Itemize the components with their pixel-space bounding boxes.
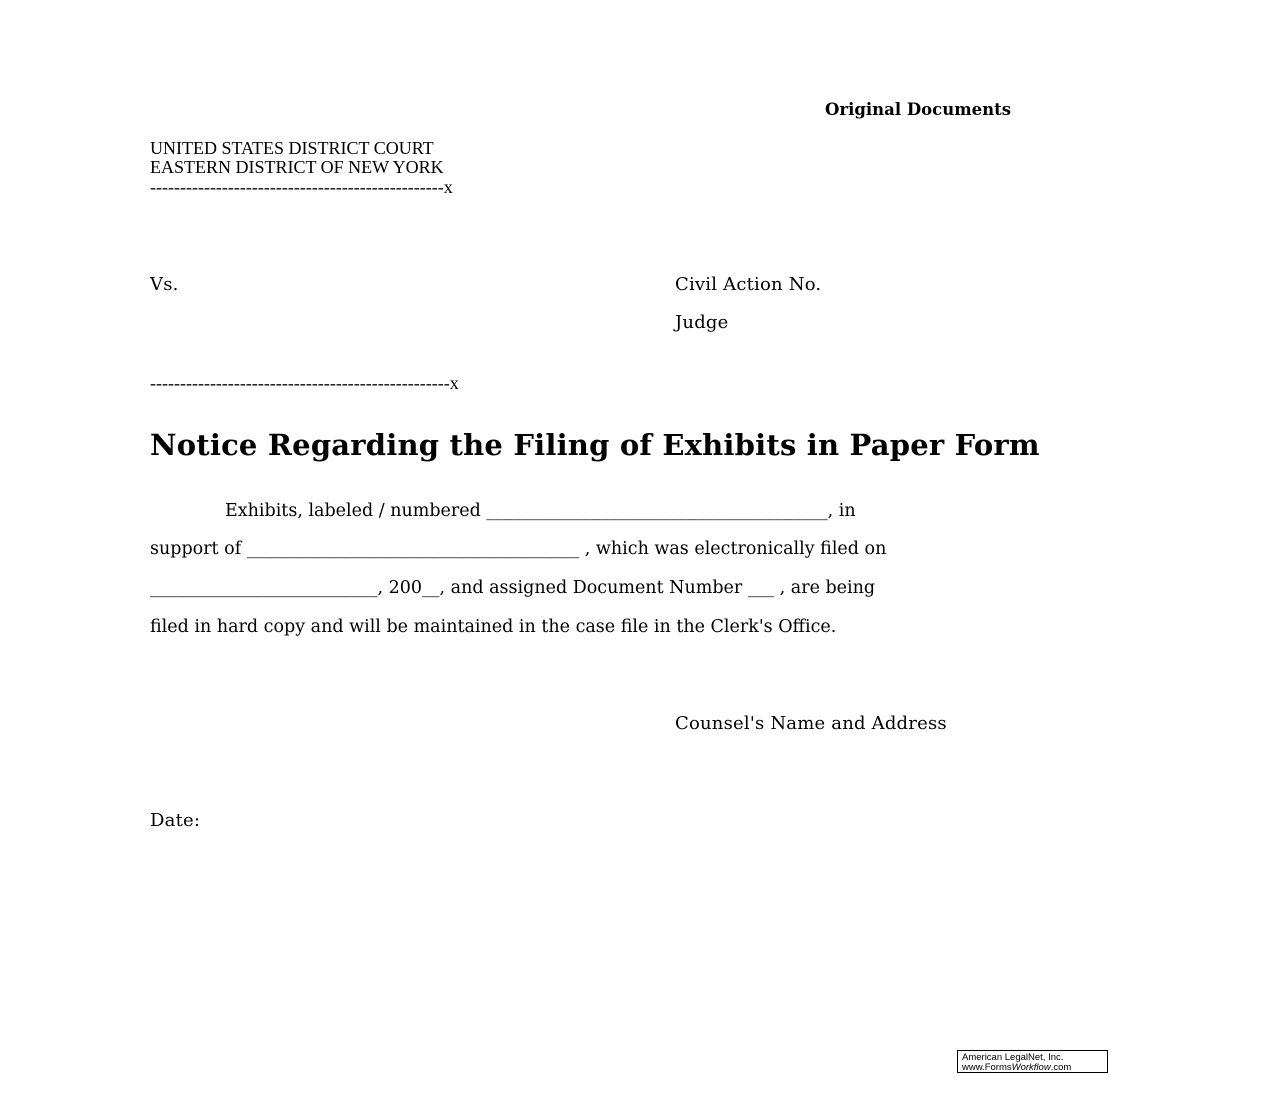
body-line-3: __________________________, 200__, and assigned Document Number ___ , are being [150,578,876,598]
publisher-website [962,1063,1107,1073]
caption-rule-top: -------------------------------------------------x [150,177,453,197]
court-district: EASTERN DISTRICT OF NEW YORK [150,157,444,177]
court-name: UNITED STATES DISTRICT COURT [150,138,434,158]
judge-label: Judge [675,312,729,333]
counsel-signature-label: Counsel's Name and Address [675,713,947,734]
body-line-2: support of ______________________________________ , which was electronically filed on [150,539,887,559]
body-line-4: filed in hard copy and will be maintained in the case file in the Clerk's Office. [150,617,837,637]
caption-rule-bottom: --------------------------------------------------x [150,373,459,393]
original-documents-stamp: Original Documents [825,100,1012,119]
publisher-badge [957,1050,1108,1073]
website-suffix: .com [1050,1062,1072,1073]
vs-label: Vs. [150,274,179,295]
date-label: Date: [150,810,201,831]
document-title: Notice Regarding the Filing of Exhibits in Paper Form [150,428,1040,462]
civil-action-label: Civil Action No. [675,274,822,295]
website-prefix: www.Forms [962,1062,1012,1073]
publisher-company: American LegalNet, Inc. [962,1052,1064,1063]
website-italic: Workflow [1011,1062,1051,1073]
body-line-1: Exhibits, labeled / numbered _______________________________________, in [225,501,856,521]
